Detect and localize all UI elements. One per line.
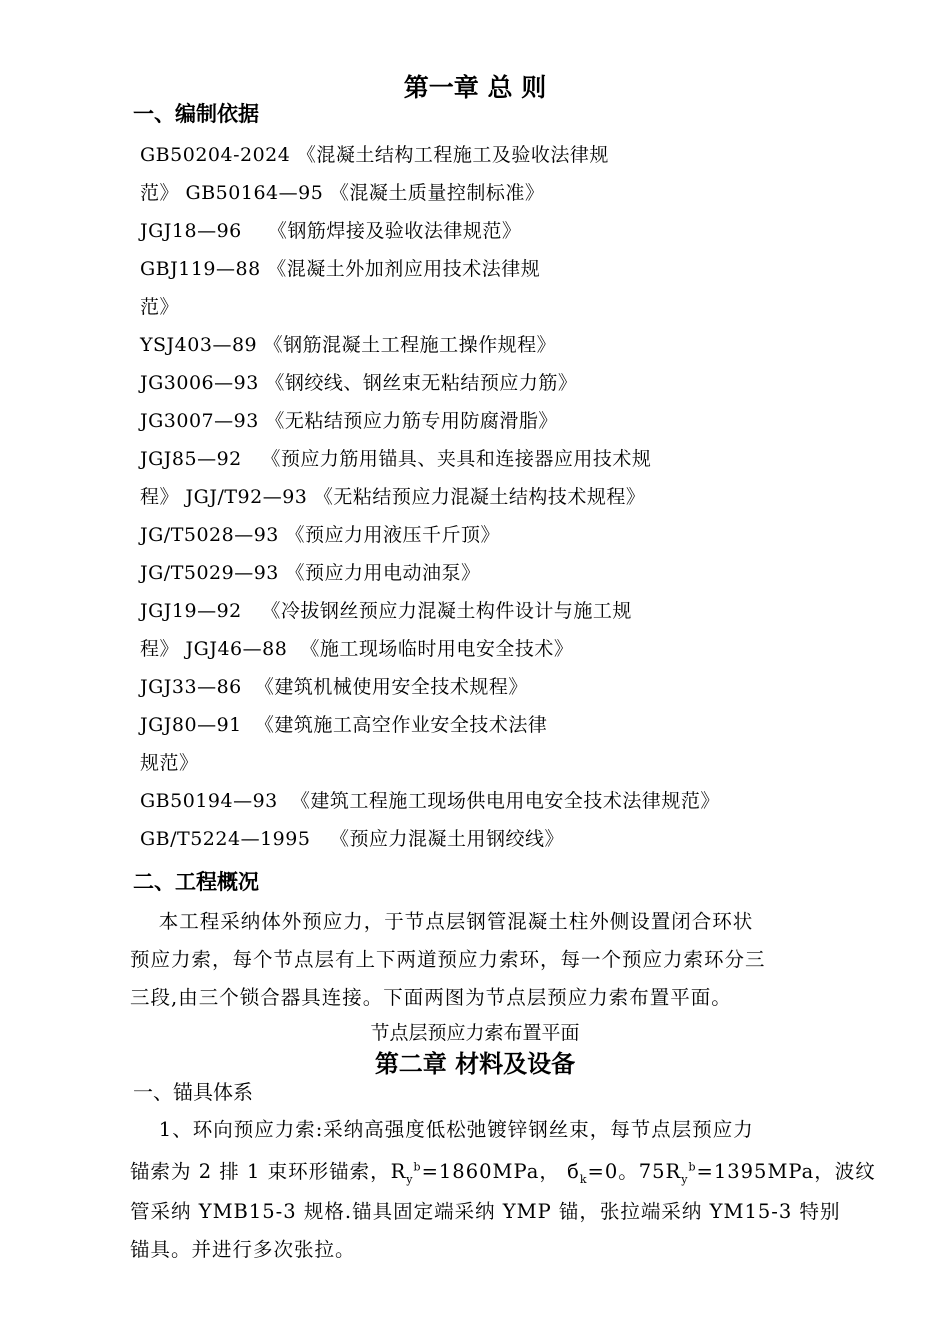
reference-line: GBJ119—88 《混凝土外加剂应用技术法律规 xyxy=(140,258,541,280)
reference-line: JG3007—93 《无粘结预应力筋专用防腐滑脂》 xyxy=(140,410,558,432)
reference-line: 程》 JGJ46—88 《施工现场临时用电安全技术》 xyxy=(140,638,574,660)
overview-paragraph-line: 预应力索，每个节点层有上下两道预应力索环，每一个预应力索环分三 xyxy=(130,948,766,971)
reference-line: JG/T5029—93 《预应力用电动油泵》 xyxy=(140,562,481,584)
reference-line: GB50194—93 《建筑工程施工现场供电用电安全技术法律规范》 xyxy=(140,790,720,812)
reference-line: 程》 JGJ/T92—93 《无粘结预应力混凝土结构技术规程》 xyxy=(140,486,646,508)
reference-line: 范》 xyxy=(140,296,180,318)
reference-line: 规范》 xyxy=(140,752,199,774)
material-paragraph-line: 管采纳 YMB15-3 规格.锚具固定端采纳 YMP 锚，张拉端采纳 YM15-3 特别 xyxy=(130,1200,841,1223)
material-paragraph-line: 锚具。并进行多次张拉。 xyxy=(130,1238,356,1261)
reference-line: JGJ33—86 《建筑机械使用安全技术规程》 xyxy=(140,676,528,698)
reference-line: YSJ403—89 《钢筋混凝土工程施工操作规程》 xyxy=(140,334,557,356)
reference-line: JGJ80—91 《建筑施工高空作业安全技术法律 xyxy=(140,714,548,736)
reference-line: JGJ85—92 《预应力筋用锚具、夹具和连接器应用技术规 xyxy=(140,448,652,470)
reference-line: GB/T5224—1995 《预应力混凝土用钢绞线》 xyxy=(140,828,565,850)
material-paragraph-line: 1、环向预应力索:采纳高强度低松弛镀锌钢丝束，每节点层预应力 xyxy=(130,1118,754,1141)
section-overview-title: 二、工程概况 xyxy=(133,870,259,894)
overview-paragraph-line: 三段,由三个锁合器具连接。下面两图为节点层预应力索布置平面。 xyxy=(130,986,732,1009)
reference-line: JG3006—93 《钢绞线、钢丝束无粘结预应力筋》 xyxy=(140,372,578,394)
section-basis-title: 一、编制依据 xyxy=(133,102,259,126)
reference-line: JGJ19—92 《冷拔钢丝预应力混凝土构件设计与施工规 xyxy=(140,600,632,622)
reference-line: JGJ18—96 《钢筋焊接及验收法律规范》 xyxy=(140,220,522,242)
material-paragraph-line: 锚索为 2 排 1 束环形锚索，$R_y^b=1860MPa$， $б_k=0$。$75R_y^b=1395MPa$，波纹 xyxy=(130,1160,876,1186)
reference-line: JG/T5028—93 《预应力用液压千斤顶》 xyxy=(140,524,500,546)
reference-line: GB50204-2024 《混凝土结构工程施工及验收法律规 xyxy=(140,144,609,166)
overview-paragraph-line: 本工程采纳体外预应力，于节点层钢管混凝土柱外侧设置闭合环状 xyxy=(130,910,754,933)
chapter-1-title: 第一章 总 则 xyxy=(403,73,547,102)
reference-line: 范》 GB50164—95 《混凝土质量控制标准》 xyxy=(140,182,545,204)
figure-caption: 节点层预应力索布置平面 xyxy=(370,1022,580,1044)
anchorage-system-title: 一、锚具体系 xyxy=(133,1080,253,1104)
chapter-2-title: 第二章 材料及设备 xyxy=(374,1050,576,1078)
